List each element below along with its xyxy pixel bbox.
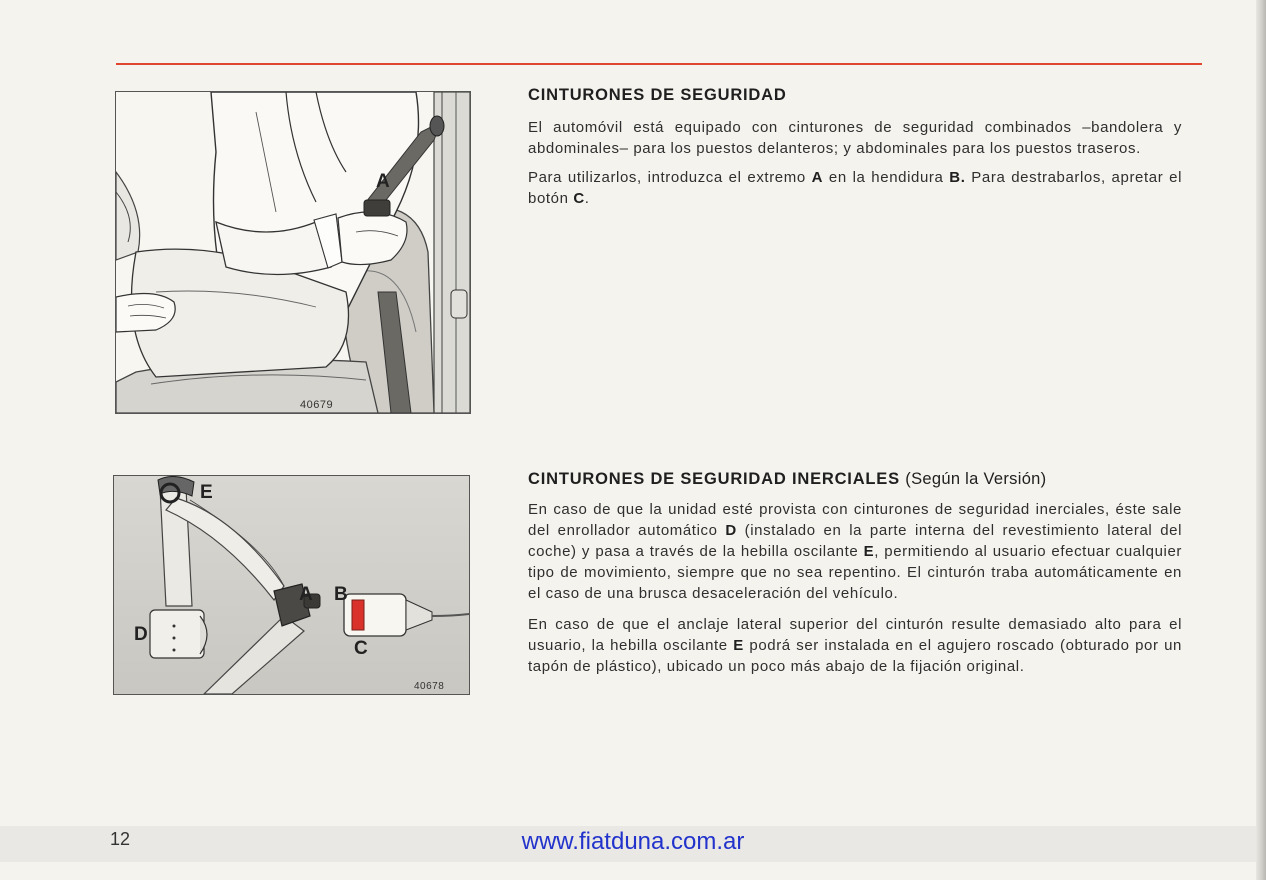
website-link[interactable]: www.fiatduna.com.ar [521,828,745,855]
section1-paragraph2 [528,167,1182,209]
s1p2-text-e: Para destrabarlos, apretar el botón [528,169,1182,207]
section-inertial-seatbelts [528,470,1182,677]
label-b-fig2: B [334,584,348,605]
section-seatbelts [528,86,1182,209]
s2p2-text-a: En caso de que el anclaje lateral superior del cinturón resulte demasiado alto para el usuario, la hebilla oscilante [528,616,1182,654]
s1p2-text-c: en la hendidura [823,169,950,186]
section2-heading [528,470,1182,489]
seatbelt-fastening-illustration [116,92,470,413]
s1p2-bold-c: C [573,190,585,207]
figure-seatbelt-fastening [115,91,471,414]
label-d-fig2: D [134,624,148,645]
section1-paragraph1: El automóvil está equipado con cinturones de seguridad combinados –bandolera y abdominales– para los puestos delanteros; y abdominales para los puestos traseros. [528,119,1182,157]
top-red-rule [116,63,1202,65]
section2-paragraph1 [528,499,1182,604]
label-c-fig2: C [354,638,368,659]
s1p2-bold-b: B. [949,169,966,186]
s2p1-text-c: (instalado en la parte interna del revestimiento lateral del coche) y pasa a través de la hebilla oscilante [528,522,1183,560]
label-a-fig2: A [299,584,313,605]
s2p1-bold-e: E [863,543,875,560]
section2-paragraph2 [528,614,1182,677]
s2p2-bold-e: E [733,637,744,654]
s2p1-text-e: , permitiendo al usuario efectuar cualquier tipo de movimiento, siempre que no sea repentino. El cinturón traba automáticamente en el caso de una brusca desaceleración del vehículo. [528,543,1182,602]
figure-inertial-belt [113,475,470,695]
s2p1-text-a: En caso de que la unidad esté provista con cinturones de seguridad inerciales, éste sale del enrollador automático [528,501,1182,539]
page-number: 12 [110,829,131,849]
s1p2-bold-a: A [811,169,824,186]
section2-heading-main: CINTURONES DE SEGURIDAD INERCIALES [528,470,900,488]
inertial-belt-illustration [114,476,469,694]
s1p2-text-a: Para utilizarlos, introduzca el extremo [528,169,812,186]
s1p2-text-g: . [584,190,590,207]
section1-heading: CINTURONES DE SEGURIDAD [528,86,787,104]
s2p2-text-c: podrá ser instalada en el agujero roscado (obturado por un tapón de plástico), ubicado un poco más abajo de la fijación original. [528,637,1182,675]
label-e-fig2: E [200,482,213,503]
s2p1-bold-d: D [725,522,737,539]
figure1-code: 40679 [300,399,334,411]
label-a-fig1: A [376,171,390,192]
section2-heading-note: (Según la Versión) [905,470,1047,488]
page-edge-shadow [1256,0,1266,880]
figure2-code: 40678 [414,681,445,692]
